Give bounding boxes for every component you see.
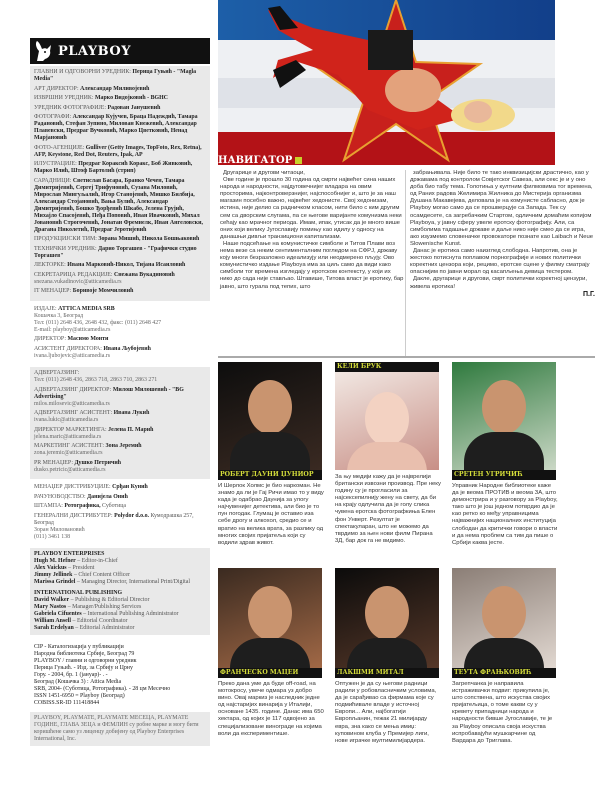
person-name: William Ansell [34, 618, 72, 624]
portrait-figure [248, 586, 292, 640]
feature-photo [218, 568, 322, 676]
person-entry [34, 625, 206, 632]
entry-label: ФОТОГРАФИ: [34, 114, 72, 120]
feature-caption: РОБЕРТ ДАУНИ ЏУНИОР [218, 470, 322, 480]
article-paragraph: Данас је еротика само наизглед слободна. Напротив, она је жестоко потиснута поплавом порнографије и нових политички коректних цензора који, рецимо, еротске сцене у филму сматрају опаснијим по јавни морал од касапљења девица тестером. [410, 248, 590, 276]
person-entry [34, 618, 206, 625]
entry-name: Ивана Љубојевић [103, 345, 151, 352]
playboy-logo [30, 38, 210, 64]
section-divider [218, 356, 595, 358]
entry-name: Масимо Монти [67, 336, 109, 342]
portrait-figure [248, 380, 292, 434]
masthead-entry [34, 161, 206, 175]
feature-text: Загрепчанка је направила истраживачки подвиг: прикупила је, што сопствена, што искуства својих пријатељица, о томе какви су у кревету припадници народа и народности бивше Југославије, те је за Playboy описала своја искуства испробавајући мушкарчине од Вардара до Триглава. [452, 681, 553, 744]
entry-detail: Кумодрашка 257, Београд [34, 512, 194, 526]
entry-name: Ивана Марковић-Никол, Тијана Исаиловић [67, 262, 186, 268]
person-role: – Publishing & Editorial Director [70, 597, 150, 603]
person-name: Jimmy Jellinek [34, 572, 73, 578]
entry-name: ATTICA MEDIA SRB [58, 305, 115, 312]
entry-name: Душко Петричић [74, 459, 122, 466]
entry-label: ДИРЕКТОР МАРКЕТИНГА: [34, 426, 107, 433]
entry-label: ПРОДУКЦИЈСКИ ТИМ: [34, 236, 97, 242]
entry-name: Дарио Торгашев - "Графички студио Торгашев" [34, 245, 197, 259]
author-signature: П.Г. [582, 290, 595, 298]
entry-email: ivana.ljubojevic@atticamedia.rs [34, 352, 111, 359]
masthead-entry [34, 494, 206, 501]
entry-name: Милош Милошевић - "BG Advertising" [34, 386, 184, 400]
entry-name: Предраг Кораксић Коракс, Боб Живковић, Марко Илић, Штоф Бартолић (стрип) [34, 161, 193, 174]
section-header-navigator [218, 155, 302, 166]
cip-line: CIP - Каталогизација у публикацији [34, 644, 124, 650]
entry-label: АДВЕРТАЈЗИНГ АСИСТЕНТ: [34, 410, 113, 416]
masthead-entry [34, 370, 206, 384]
masthead-entry [34, 427, 206, 441]
entry-detail: Суботица [102, 503, 127, 509]
advertising-info [30, 367, 210, 479]
cip-line: Перица Гуњић. - Изд. за Србију и Црну [34, 665, 133, 671]
masthead-entry [34, 178, 206, 234]
publisher-info [30, 303, 210, 366]
entry-email: milos.milosevic@atticamedia.rs [34, 400, 110, 407]
feature-photo [335, 568, 439, 676]
portrait-body [230, 432, 310, 470]
feature-text: За њу медији кажу да је најврелији британски извозни производ. Пре неку годину су је прогласили за најсексепилнију жену на свету, да би на крају одлучила да је голу слика чувена еротска фотографкиња Елен фон Унверт. Резултат је спектакуларан, што не можемо да тврдимо за њен нови филм Пирана 3Д, бар док га не видимо. [335, 474, 441, 544]
entry-detail: (011) 3461 138 [34, 533, 71, 540]
entry-label: ТЕХНИЧКИ УРЕДНИК: [34, 245, 97, 252]
feature-text: И Шерлок Холмс је био наркоман. Не знамо да ли је Гај Ричи имао то у виду када је одабрао Даунија за улогу најчувенијег детектива, али био је то пун погодак. Глумац је оставио иза себе дрогу и алкохол, средио се и вратио на велика врата, за разлику од многих својих пријатеља који су водили здрав живот. [218, 483, 324, 546]
masthead-entry [34, 272, 206, 286]
entry-email: dusko.petricic@atticamedia.rs [34, 466, 106, 473]
person-name: Hugh M. Hefner [34, 558, 76, 564]
feature-text: Преко дана уме да буде off-road, на мотокросу, увече одмара уз добро вино. Овај маркиз је наследник једне од најстаријих винарија у Италији, основане 1435. године. Данас има 650 хектара, од којих је 117 одвојено за специјализоване винограде на којима воли да експериментише. [218, 681, 324, 737]
person-name: Gabriela Cifuentes [34, 611, 82, 617]
section-title: PLAYBOY ENTERPRISES [34, 551, 105, 557]
person-role: – Manager/Publishing Services [67, 604, 142, 610]
feature-caption: ФРАНЧЕСКО МАЦЕИ [218, 668, 322, 678]
section-title: INTERNATIONAL PUBLISHING [34, 590, 123, 596]
person-role: – Managing Director, International Print/Digital [76, 579, 191, 585]
article-paragraph: Наше подсећање на комунистичке симболе и Титов Плави воз нема везе са неким сентименталним погледом на СФРЈ, државу коју многи безразложно идеализују или неодмерено пљују. Ово комунистичко издање Playboya има за циљ само да види како симболи тог времена изгледају у еротском контексту, у који их нико до сада није стављао. Штавише, Титова власт је еротику, бар јавно, што гурала под тепих, што [220, 240, 404, 290]
person-role: – President [68, 565, 95, 571]
entry-name: Зорана Мишић, Никола Бошњаковић [98, 236, 200, 242]
masthead-entry [34, 484, 206, 491]
feature-text: Оптужен је да су његови радници радили у робовласничким условима, да је сарађивао са фирмама које су подмићивале владе у источној Европи... Али, најбогатији Европљанин, тежак 21 милијарду евра, зна како се мења имиџ: куповином клуба у Премијер лиги, нове играчке мултимилијардера. [335, 681, 437, 744]
entry-label: УРЕДНИК ФОТОГРАФИЈЕ: [34, 104, 106, 111]
cip-line: ISSN 1451-6950 = Playboy (Београд) [34, 693, 125, 699]
entry-label: АДВЕРТАЈЗИНГ ДИРЕКТОР: [34, 386, 112, 393]
person-name: David Walker [34, 597, 70, 603]
feature-caption: КЕЛИ БРУК [335, 362, 439, 372]
article-paragraph: забрањивала. Није било те тако инквизицијски драстично, као у државама под контролом Совјетског Савеза, али секс је и у оно доба био табу тема. Голотиња у култним филмовима тог времена, од Раних радова Желимира Жилника до Мистерија организма Душана Макавејева, деловала је на комунисте сабласно, док је Playboy могао само да се прошверцује са Запада. Тек су осамдесете, са загребачким Стартом, одличним домаћим копијом Playboya, у јавну сферу увеле еротску фотографију. Али, са симболима тадашње државе и даље нико није смео да се игра, ако изузмемо словеначке провокаторе познате као Laibach и Neue Slowenische Kunst. [410, 170, 594, 247]
entry-label: РАЧУНОВОДСТВО: [34, 493, 86, 500]
masthead-entry [34, 513, 206, 541]
masthead-entry [34, 443, 206, 457]
portrait-body [464, 432, 544, 470]
section-title: НАВИГАТОР [218, 155, 293, 166]
entry-email: zona.jeremic@atticamedia.rs [34, 450, 103, 456]
masthead-entry [34, 306, 206, 334]
feature-caption: СРЕТЕН УГРИЧИЋ [452, 470, 556, 480]
masthead-entry [34, 86, 206, 93]
cip-line: SRB, 2004- (Суботица, Ротографика). - 28 цм Месечно [34, 686, 171, 692]
rabbit-head-icon [33, 40, 53, 62]
distribution-info [30, 481, 210, 546]
entry-detail: Кошачка 3, Београд [34, 312, 84, 319]
masthead-entry [34, 236, 206, 243]
person-entry [34, 572, 206, 579]
feature-caption: ТЕУТА ФРАЊКОВИЋ [452, 668, 556, 678]
entry-name: Александар Кујучев, Браца Надеждић, Тамара Радановић, Стефан Зупино, Милован Кнежевић, Александар Плавевски, Предраг Вучковић, Марко Цветковић, Ненад Марјановић [34, 114, 198, 141]
entry-name: Срђан Кунић [112, 484, 148, 490]
entry-name: Gulliver (Getty Images, TopFoto, Rex, Retna), AFP, Keystone, Red Dot, Reuters, Ipak, AP [34, 144, 202, 158]
entry-email: snezana.vukadinovic@atticamedia.rs [34, 278, 122, 285]
playboy-enterprises [30, 548, 210, 635]
person-entry [34, 565, 206, 572]
cip-line: COBISS.SR-ID 111418844 [34, 700, 100, 706]
entry-label: АДВЕРТАЈЗИНГ: [34, 370, 80, 376]
entry-name: Зона Јеремић [105, 443, 142, 449]
masthead-entry [34, 387, 206, 408]
entry-name: Перица Гуњић - "Magla Media" [34, 69, 197, 82]
person-entry [34, 597, 206, 604]
entry-name: Ивана Лукић [113, 410, 150, 416]
masthead-entry [34, 410, 206, 424]
entry-label: ИЗДАЈЕ: [34, 305, 57, 312]
person-name: Marissa Grindel [34, 579, 76, 585]
portrait-figure [482, 586, 526, 640]
entry-label: PR МЕНАЏЕР: [34, 459, 74, 466]
masthead-entry [34, 503, 206, 510]
portrait-figure [365, 586, 409, 640]
person-role: – Editor-in-Chief [77, 558, 118, 564]
person-role: – Chief Content Officer [73, 572, 130, 578]
feature-caption: ЛАКШМИ МИТАЛ [335, 668, 439, 678]
portrait-body [347, 442, 427, 470]
person-entry [34, 604, 206, 611]
person-name: Sarah Erdelyan [34, 625, 74, 631]
entry-label: ДИРЕКТОР: [34, 336, 66, 342]
masthead [30, 38, 210, 746]
entry-label: ГЕНЕРАЛНИ ДИСТРИБУТЕР: [34, 512, 113, 519]
masthead-entry [34, 346, 206, 360]
cip-line: Гору. - 2004, бр. 1 (јануар)- . - [34, 672, 108, 678]
entry-label: АСИСТЕНТ ДИРЕКТОРА: [34, 345, 102, 352]
column-divider [405, 170, 406, 356]
person-name: Mary Nastos [34, 604, 67, 610]
person-entry [34, 611, 206, 618]
entry-label: ГЛАВНИ И ОДГОВОРНИ УРЕДНИК: [34, 69, 131, 75]
feature-text: Управник Народне библиотеке каже да је веома ПРОТИВ и веома ЗА, што демонстрира и у разговору за Playboy, тако што је још једном потврдио да је као ретко ко међу управницима најважнијих националних институција слободан да критички говори о власти и да нема проблем са тим да пише о Србији каква јесте. [452, 483, 558, 546]
person-entry [34, 579, 206, 586]
editorial-column-1 [220, 170, 404, 291]
editorial-staff [30, 66, 210, 301]
cip-line: PLAYBOY / главни и одговорни уредник [34, 658, 137, 664]
article-paragraph: Другарице и другови читаоци, [223, 170, 305, 176]
masthead-entry [34, 114, 206, 142]
yugoslav-flag-photo [218, 0, 555, 165]
hero-photo [218, 0, 555, 165]
entry-detail: Зоран Миловановић [34, 526, 85, 533]
entry-label: МАРКЕТИНГ АСИСТЕНТ: [34, 443, 105, 449]
entry-name: Светислав Басара, Бранко Чечен, Тамара Димитријевић, Сергеј Трифуновић, Сузана Миловић, Мирослав Мингуљалић, Игор Станојевић, Мишко Билбија, Александар Стојановић, Вања Булић, Александар Димитријевић, Бошко Ђорђевић Шкабо, Јелена Грујић, Михајло Спасојевић, Пеђа Поповић, Иван Ивачковић, Михал Јовановић Строгочевић, Јонатан Фремнелк, Иван Ангеловски, Драгана Николетић, Предраг Јеротијевић [34, 177, 203, 233]
entry-label: ИЛУСТРАЦИЈЕ: [34, 161, 77, 167]
entry-label: ЛЕКТОРКЕ: [34, 262, 66, 268]
cip-record [30, 641, 210, 710]
entry-label: АРТ ДИРЕКТОР: [34, 85, 79, 92]
masthead-entry [34, 460, 206, 474]
entry-name: Polydor d.o.o. [114, 512, 150, 519]
editorial-column-2 [410, 170, 595, 298]
feature-photo [218, 362, 322, 470]
masthead-entry [34, 105, 206, 112]
cip-line: Београд (Кошачка 3) : Attica Media [34, 679, 122, 685]
article-paragraph: Ове године је прошло 30 година од смрти највећег сина наших народа и народности, најдуговечнијег владара на овим просторима, најконтроверзнијег, најспособнијег и, што је за наш магазин посебно важно, највећег хедонисте. Свој хедонизам, истина, није делио са радничком класом, нити било с ким другим сем са дворским слугама, па се његове варијанте комунизма неки сећају као мрачног периода. Имам, ипак, утисак да је много више оних који велику Југославију помињу као идилу у односу на данашњи дивљи транзициони капитализам. [220, 177, 402, 240]
entry-label: ФОТО-АГЕНЦИЈЕ: [34, 144, 85, 151]
person-role: – Editorial Coordinator [72, 618, 128, 624]
entry-label: СЕКРЕТАРИЦА РЕДАКЦИЈЕ: [34, 271, 113, 278]
entry-name: Александар Миливојевић [80, 85, 150, 92]
entry-label: МЕНАЏЕР ДИСТРИБУЦИЈЕ: [34, 484, 111, 490]
masthead-entry [34, 262, 206, 269]
masthead-entry [34, 95, 206, 102]
entry-label: САРАДНИЦИ: [34, 177, 72, 184]
entry-name: Данијела Онић [87, 493, 128, 500]
entry-label: IT МЕНАЏЕР: [34, 288, 72, 294]
masthead-entry [34, 336, 206, 343]
entry-name: Радован Јанушевић [107, 104, 161, 111]
masthead-entry [34, 69, 206, 83]
entry-name: Снежана Вукадиновић [114, 271, 175, 278]
person-entry [34, 558, 206, 565]
masthead-entry [34, 246, 206, 260]
entry-name: Јелена П. Марић [108, 426, 154, 433]
masthead-entry [34, 288, 206, 295]
logo-text: PLAYBOY [58, 43, 131, 59]
person-role: – International Publishing Administrator [83, 611, 179, 617]
portrait-figure [365, 392, 409, 446]
entry-email: Тел: (011) 2648 436, 2863 718, 2863 710, 2863 271 [34, 377, 158, 383]
feature-photo [452, 362, 556, 470]
feature-photo [452, 568, 556, 676]
person-role: – Editorial Administrator [75, 625, 135, 631]
entry-email: jelena.maric@atticamedia.rs [34, 433, 102, 440]
entry-name: Боривоје Момчиловић [72, 288, 134, 294]
entry-detail: E-mail: playboy@atticamedia.rs [34, 326, 111, 333]
person-name: Alex Vaickus [34, 565, 67, 571]
trademark-notice: PLAYBOY, PLAYMATE, PLAYMATE МЕСЕЦА, PLAYMATE ГОДИНЕ, ГЛАВА ЗЕЦА и ФЕМЛИН су робне марке и могу бити коришћене само уз лиценцу добијену од Playboy Enterprises International, Inc. [30, 712, 210, 746]
entry-name: Марко Видојковић - BGHC [94, 95, 168, 101]
entry-detail: Тел: (011) 2648 436, 2648 432, факс: (011) 2648 427 [34, 319, 162, 326]
entry-label: ШТАМПА: [34, 503, 63, 509]
square-icon [295, 157, 302, 164]
entry-email: ivana.lukic@atticamedia.rs [34, 417, 99, 423]
cip-line: Народна библиотека Србије, Београд 79 [34, 651, 135, 657]
feature-photo [335, 372, 439, 470]
masthead-entry [34, 145, 206, 159]
entry-label: ИЗВРШНИ УРЕДНИК: [34, 95, 94, 101]
article-paragraph: Дакле, другарице и другови, смрт политички коректној цензури, живела еротика! [410, 276, 588, 290]
portrait-figure [482, 380, 526, 434]
entry-name: Ротографика, [64, 503, 101, 509]
